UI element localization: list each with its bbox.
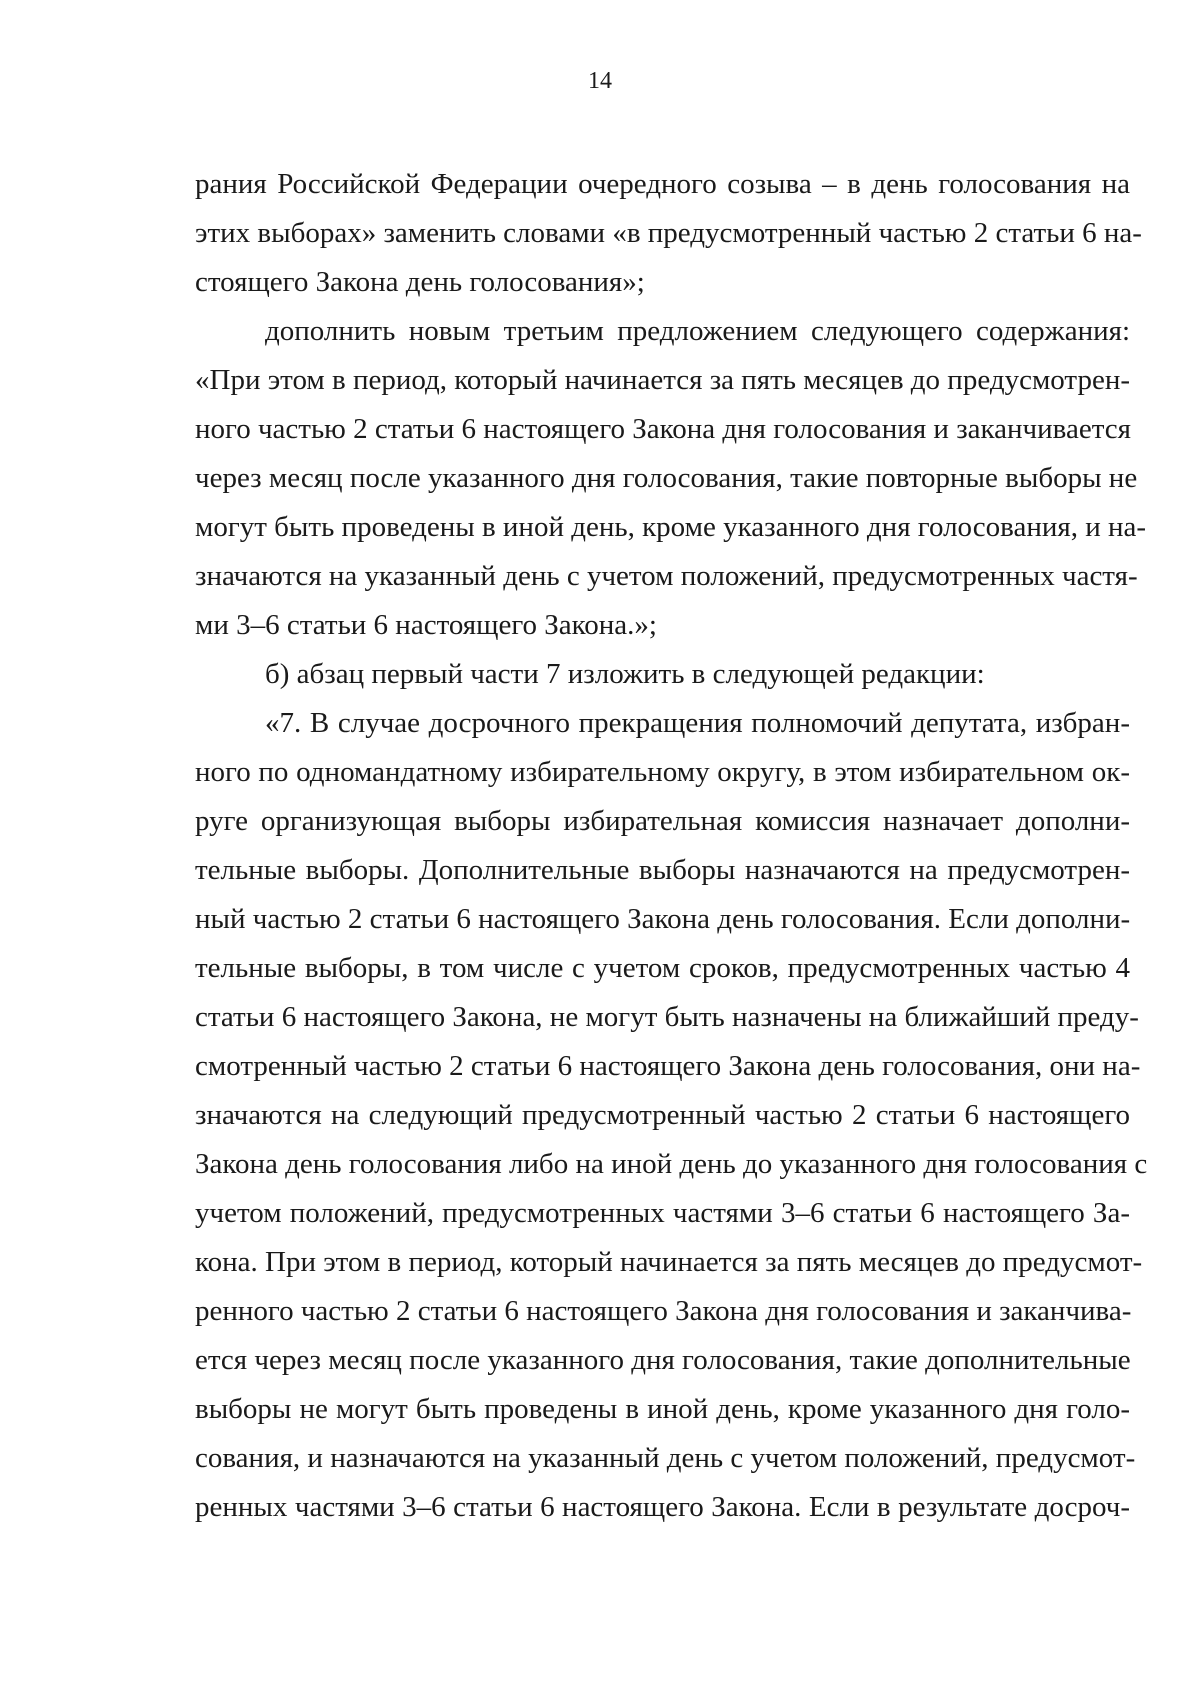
paragraph: [195, 160, 1142, 307]
text-line: ется через месяц после указанного дня голосования, такие дополнительные: [195, 1344, 1131, 1376]
text-line: ный частью 2 статьи 6 настоящего Закона день голосования. Если дополни-: [195, 903, 1131, 935]
text-line: смотренный частью 2 статьи 6 настоящего Закона день голосования, они на-: [195, 1050, 1141, 1082]
text-line: ренных частями 3–6 статьи 6 настоящего Закона. Если в результате досроч-: [195, 1491, 1130, 1523]
text-line: руге организующая выборы избирательная комиссия назначает дополни-: [195, 805, 1130, 837]
paragraph: [195, 307, 1147, 650]
text-line: тельные выборы, в том числе с учетом сроков, предусмотренных частью 4: [195, 952, 1130, 984]
text-line: учетом положений, предусмотренных частями 3–6 статьи 6 настоящего За-: [195, 1197, 1130, 1229]
text-line: «При этом в период, который начинается за пять месяцев до предусмотрен-: [195, 364, 1130, 396]
text-line: тельные выборы. Дополнительные выборы назначаются на предусмотрен-: [195, 854, 1130, 886]
page-number: 14: [588, 68, 612, 94]
text-line: статьи 6 настоящего Закона, не могут быть назначены на ближайший преду-: [195, 1001, 1139, 1033]
text-line: выборы не могут быть проведены в иной день, кроме указанного дня голо-: [195, 1393, 1130, 1425]
text-line: Закона день голосования либо на иной день до указанного дня голосования с: [195, 1148, 1148, 1180]
text-line: этих выборах» заменить словами «в предусмотренный частью 2 статьи 6 на-: [195, 217, 1142, 249]
text-line: стоящего Закона день голосования»;: [195, 266, 645, 298]
text-line: значаются на следующий предусмотренный частью 2 статьи 6 настоящего: [195, 1099, 1130, 1131]
text-line: ренного частью 2 статьи 6 настоящего Закона дня голосования и заканчива-: [195, 1295, 1132, 1327]
paragraph: [195, 650, 1130, 699]
text-line: сования, и назначаются на указанный день с учетом положений, предусмот-: [195, 1442, 1136, 1474]
document-body: [195, 160, 1148, 1532]
paragraph: [195, 699, 1148, 1532]
text-line: значаются на указанный день с учетом положений, предусмотренных частя-: [195, 560, 1138, 592]
text-line: могут быть проведены в иной день, кроме указанного дня голосования, и на-: [195, 511, 1147, 543]
text-line: через месяц после указанного дня голосования, такие повторные выборы не: [195, 462, 1138, 494]
text-line: рания Российской Федерации очередного созыва – в день голосования на: [195, 168, 1130, 200]
text-line: «7. В случае досрочного прекращения полномочий депутата, избран-: [265, 707, 1130, 739]
text-line: ного частью 2 статьи 6 настоящего Закона дня голосования и заканчивается: [195, 413, 1131, 445]
text-line: дополнить новым третьим предложением следующего содержания:: [265, 315, 1130, 347]
text-line: б) абзац первый части 7 изложить в следующей редакции:: [265, 658, 985, 690]
text-line: ми 3–6 статьи 6 настоящего Закона.»;: [195, 609, 657, 641]
text-line: ного по одномандатному избирательному округу, в этом избирательном ок-: [195, 756, 1130, 788]
text-line: кона. При этом в период, который начинается за пять месяцев до предусмот-: [195, 1246, 1143, 1278]
